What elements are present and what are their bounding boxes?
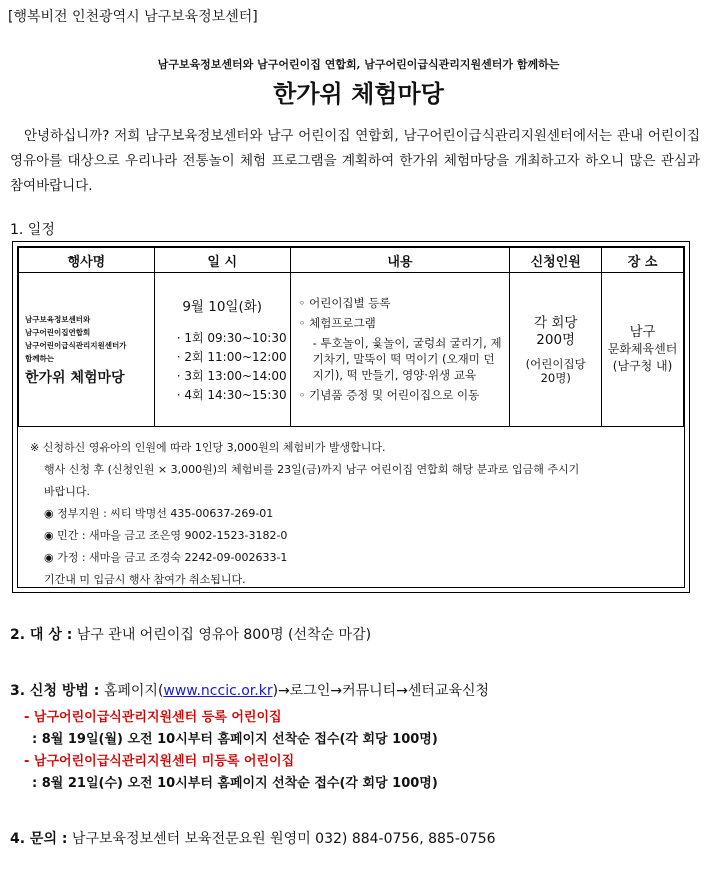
note-line: 기간내 미 입금시 행사 참여가 취소됩니다.: [44, 573, 246, 586]
section4-text: 남구보육정보센터 보육전문요원 원영미 032) 884-0756, 885-0756: [71, 831, 496, 847]
column-header: 일 시: [154, 248, 290, 273]
header-tag: [행복비전 인천광역시 남구보육정보센터]: [8, 9, 258, 25]
place-line: 남구: [629, 324, 656, 340]
column-header: 내용: [290, 248, 510, 273]
section3-label: 3. 신청 방법 :: [10, 683, 100, 699]
section4: [10, 828, 496, 848]
section2: [10, 624, 371, 644]
event-cell: [19, 273, 155, 427]
time-slot: · 4회 14:30~15:30: [176, 387, 287, 402]
content-cell: [290, 273, 510, 427]
homepage-link[interactable]: www.nccic.or.kr: [163, 683, 273, 699]
registered-label: - 남구어린이급식관리지원센터 등록 어린이집: [24, 710, 282, 725]
table-header-row: [19, 248, 684, 273]
table-row: [19, 273, 684, 427]
capacity-line: 각 회당: [533, 314, 578, 331]
time-slot: · 3회 13:00~14:00: [176, 368, 287, 383]
unregistered-detail: : 8월 21일(수) 오전 10시부터 홈페이지 선착순 접수(각 회당 100명): [32, 776, 438, 791]
notes-block: [30, 437, 579, 591]
schedule-table: [18, 247, 684, 427]
event-date: 9월 10일(화): [182, 298, 263, 315]
schedule-box: [17, 246, 685, 588]
section3-text-before: 홈페이지(: [103, 683, 164, 699]
column-header: 신청인원: [510, 248, 602, 273]
account-line: ◉ 가정 : 새마을 금고 조경숙 2242-09-002633-1: [44, 551, 288, 564]
event-org: 남구어린이급식관리지원센터가: [25, 340, 127, 350]
section3-text-after: )→로그인→커뮤니티→센터교육신청: [272, 683, 490, 699]
place-line: (남구청 내): [612, 359, 673, 373]
event-org: 남구보육정보센터와: [25, 314, 91, 324]
event-name: 한가위 체험마당: [25, 369, 125, 386]
note-line: ※ 신청하신 영유아의 인원에 따라 1인당 3,000원의 체험비가 발생합니다.: [30, 441, 386, 454]
capacity-note: (어린이집당 20명): [525, 356, 586, 385]
event-org: 남구어린이집연합회: [25, 327, 91, 337]
account-line: ◉ 정부지원 : 씨티 박명선 435-00637-269-01: [44, 507, 274, 520]
column-header: 행사명: [19, 248, 155, 273]
note-line: 바랍니다.: [44, 485, 91, 498]
event-org: 함께하는: [25, 353, 54, 363]
capacity-line: 200명: [536, 331, 576, 348]
date-cell: [154, 273, 290, 427]
place-cell: [602, 273, 684, 427]
content-item: ◦ 어린이집별 등록: [298, 296, 391, 310]
content-item: ◦ 체험프로그램: [298, 316, 376, 330]
registered-detail: : 8월 19일(월) 오전 10시부터 홈페이지 선착순 접수(각 회당 100명): [32, 732, 438, 747]
time-slot: · 1회 09:30~10:30: [176, 330, 287, 345]
section3: [10, 680, 489, 700]
section1-heading: 1. 일정: [10, 222, 55, 238]
schedule-frame: [12, 241, 690, 593]
page-title: 한가위 체험마당: [273, 79, 444, 108]
time-slot: · 2회 11:00~12:00: [176, 349, 287, 364]
intro-paragraph: 안녕하십니까? 저희 남구보육정보센터와 남구 어린이집 연합회, 남구어린이급식관리지원센터에서는 관내 어린이집 영유아를 대상으로 우리나라 전통놀이 체험 프로그램을 계획하여 한가위 체험마당을 개최하고자 하오니 많은 관심과 참여바랍니다.: [10, 128, 700, 194]
subtitle: 남구보육정보센터와 남구어린이집 연합회, 남구어린이급식관리지원센터가 함께하는: [157, 58, 560, 71]
content-detail: - 투호놀이, 윷놀이, 굴렁쇠 굴리기, 제기차기, 말뚝이 떡 먹이기 (오재미 던지기), 떡 만들기, 영양·위생 교육: [312, 336, 502, 382]
section2-text: 남구 관내 어린이집 영유아 800명 (선착순 마감): [76, 627, 372, 643]
content-item: ◦ 기념품 증정 및 어린이집으로 이동: [298, 388, 480, 402]
section4-label: 4. 문의 :: [10, 831, 68, 847]
column-header: 장 소: [602, 248, 684, 273]
unregistered-label: - 남구어린이급식관리지원센터 미등록 어린이집: [24, 754, 295, 769]
account-line: ◉ 민간 : 새마을 금고 조은영 9002-1523-3182-0: [44, 529, 288, 542]
place-line: 문화체육센터: [607, 342, 678, 356]
capacity-cell: [510, 273, 602, 427]
section2-label: 2. 대 상 :: [10, 627, 73, 643]
note-line: 행사 신청 후 (신청인원 × 3,000원)의 체험비를 23일(금)까지 남구 어린이집 연합회 해당 분과로 입금해 주시기: [44, 463, 580, 476]
